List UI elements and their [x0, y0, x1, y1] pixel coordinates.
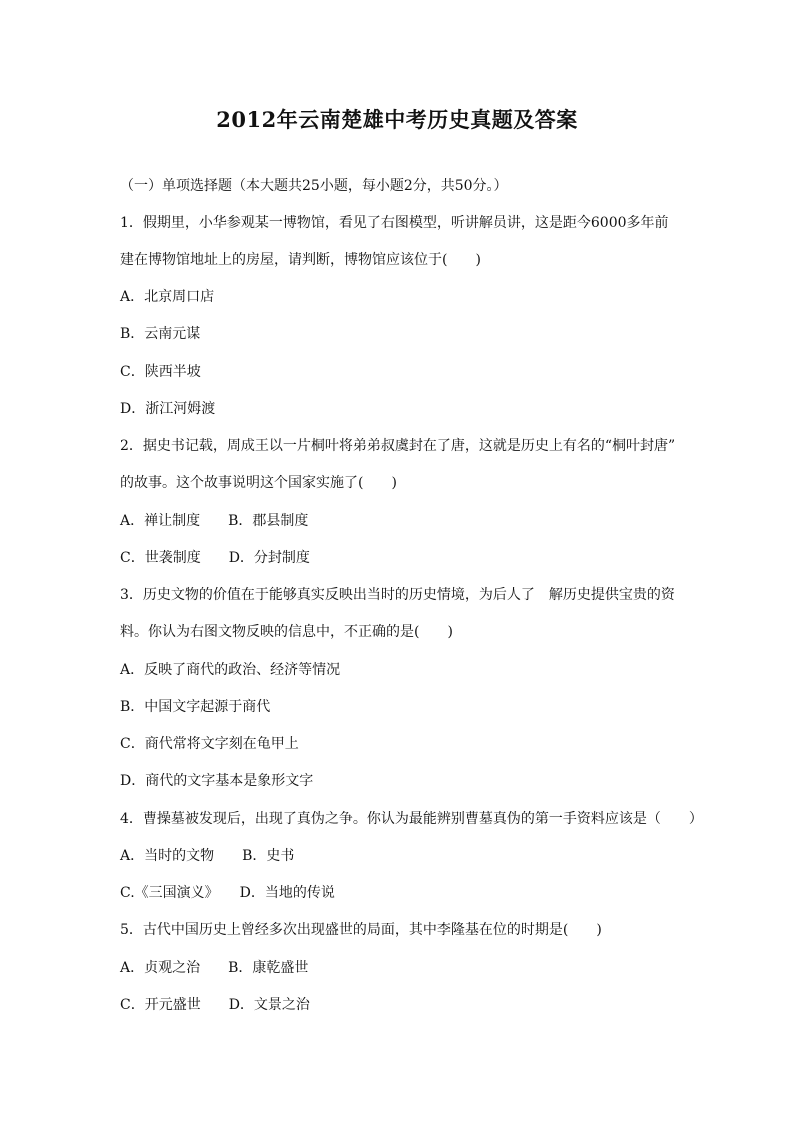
question-1-stem-line-2: 建在博物馆地址上的房屋，请判断，博物馆应该位于( ): [120, 252, 481, 268]
question-4-stem-line-1: 4．曹操墓被发现后，出现了真伪之争。你认为最能辨别曹墓真伪的第一手资料应该是（ ）: [120, 811, 703, 827]
question-3-option-d: D．商代的文字基本是象形文字: [120, 773, 314, 789]
question-3-option-c: C．商代常将文字刻在龟甲上: [120, 736, 299, 752]
question-2-options-ab: A．禅让制度 B．郡县制度: [120, 513, 309, 529]
question-5-options-cd: C．开元盛世 D．文景之治: [120, 997, 310, 1013]
question-4-options-ab: A．当时的文物 B．史书: [120, 848, 295, 864]
question-5-stem-line-1: 5．古代中国历史上曾经多次出现盛世的局面，其中李隆基在位的时期是( ): [120, 922, 602, 938]
question-2-options-cd: C．世袭制度 D．分封制度: [120, 550, 310, 566]
question-5-options-ab: A．贞观之治 B．康乾盛世: [120, 960, 309, 976]
question-3-option-a: A．反映了商代的政治、经济等情况: [120, 662, 341, 678]
question-3-stem-line-2: 料。你认为右图文物反映的信息中，不正确的是( ): [120, 624, 453, 640]
question-1-stem-line-1: 1．假期里，小华参观某一博物馆，看见了右图模型，听讲解员讲，这是距今6000多年前: [120, 215, 669, 231]
question-1-option-d: D．浙江河姆渡: [120, 401, 216, 417]
question-1-option-c: C．陕西半坡: [120, 364, 201, 380]
question-3-stem-line-1: 3．历史文物的价值在于能够真实反映出当时的历史情境，为后人了 解历史提供宝贵的资: [120, 587, 675, 603]
question-1-option-a: A．北京周口店: [120, 289, 215, 305]
document-title: 2012年云南楚雄中考历史真题及答案: [216, 107, 578, 132]
question-1-option-b: B．云南元谋: [120, 326, 201, 342]
question-4-options-cd: C.《三国演义》 D．当地的传说: [120, 885, 335, 901]
section-header: （一）单项选择题（本大题共25小题，每小题2分，共50分。）: [120, 178, 508, 194]
question-2-stem-line-2: 的故事。这个故事说明这个国家实施了( ): [120, 475, 397, 491]
question-2-stem-line-1: 2．据史书记载，周成王以一片桐叶将弟弟叔虞封在了唐，这就是历史上有名的“桐叶封唐”: [120, 438, 676, 454]
question-3-option-b: B．中国文字起源于商代: [120, 699, 271, 715]
